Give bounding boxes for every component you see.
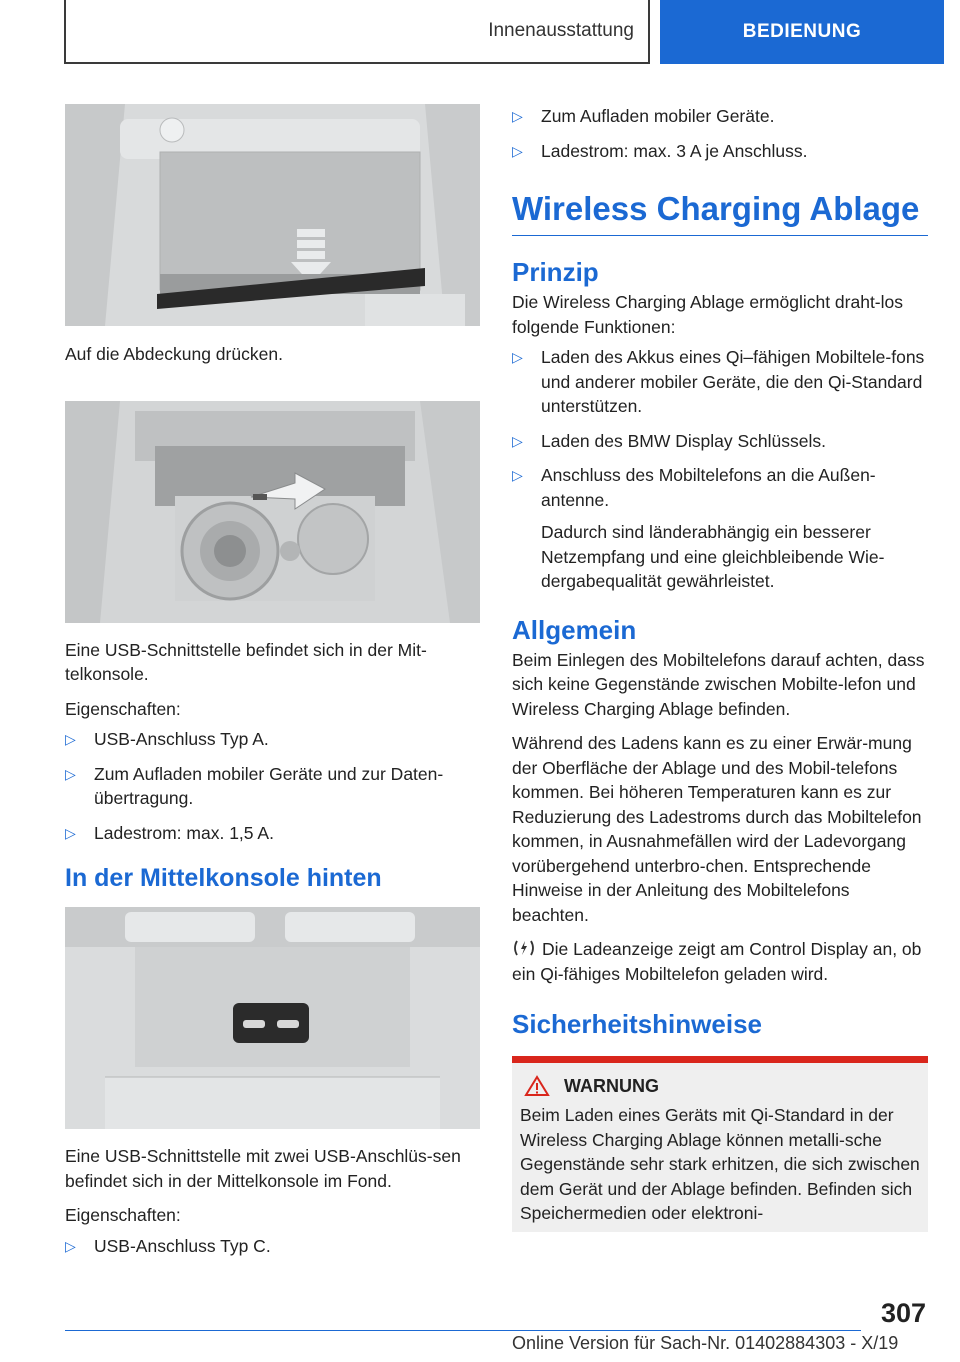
warning-title: [520, 1075, 920, 1097]
prinzip-intro: Die Wireless Charging Ablage ermöglicht draht-los folgende Funktionen:: [512, 292, 904, 337]
allgemein-p1: Beim Einlegen des Mobiltelefons darauf achten, dass sich keine Gegenstände zwischen Mobilte-lefon und Wireless Charging Ablage befinden.: [512, 649, 925, 719]
list-item: ▷ Ladestrom: max. 3 A je Anschluss.: [512, 139, 928, 164]
props-list-1: [65, 727, 480, 845]
photo-usb-rear: [65, 907, 480, 1129]
header-chapter[interactable]: BEDIENUNG: [660, 0, 944, 64]
section-title: Innenausstattung: [488, 20, 634, 41]
list-item: ▷ Zum Aufladen mobiler Geräte und zur Daten-übertragung.: [65, 762, 480, 811]
props-label-2: Eigenschaften:: [65, 1205, 181, 1225]
caption-cover-press: Auf die Abdeckung drücken.: [65, 344, 283, 364]
wireless-charging-icon: [512, 938, 536, 958]
warning-text: Beim Laden eines Geräts mit Qi-Standard in der Wireless Charging Ablage können metalli-sche Gegenstände sehr stark erhitzen, die sich zwischen dem Gerät und der Ablage befinden. Befinden sich Speichermedien oder elektroni-: [520, 1105, 920, 1223]
warning-triangle-icon: [524, 1075, 550, 1097]
photo-usb-front: [65, 401, 480, 623]
prinzip-subtext: Dadurch sind länderabhängig ein besserer Netzempfang und eine gleichbleibende Wie-dergabequalität gewährleistet.: [541, 522, 885, 591]
list-item: ▷ Zum Aufladen mobiler Geräte.: [512, 104, 928, 129]
props-label-1: Eigenschaften:: [65, 698, 181, 719]
props-list-rear: [512, 104, 928, 163]
page-number: 307: [880, 1298, 926, 1328]
section-title-wireless: Wireless Charging Ablage: [512, 189, 928, 236]
caption-usb-front: Eine USB-Schnittstelle befindet sich in der Mit-telkonsole.: [65, 639, 427, 684]
footer-text: Online Version für Sach-Nr. 01402884303 - X/19: [512, 1333, 899, 1353]
list-item: ▷ Laden des BMW Display Schlüssels.: [512, 429, 928, 454]
heading-sicherheit: Sicherheitshinweise: [512, 1009, 762, 1039]
list-item: ▷ Anschluss des Mobiltelefons an die Außen-antenne.: [512, 463, 928, 512]
list-item: ▷ USB-Anschluss Typ A.: [65, 727, 480, 752]
list-item: ▷ Laden des Akkus eines Qi–fähigen Mobiltele-fons und anderer mobiler Geräte, die den Qi-Standard unterstützen.: [512, 345, 928, 419]
footer-divider: [65, 1330, 861, 1331]
heading-prinzip: Prinzip: [512, 257, 599, 287]
left-column: [65, 104, 480, 1268]
warning-title-text: WARNUNG: [564, 1075, 659, 1096]
heading-rear-console: In der Mittelkonsole hinten: [65, 864, 382, 892]
list-item: ▷ USB-Anschluss Typ C.: [65, 1234, 480, 1259]
caption-usb-rear: Eine USB-Schnittstelle mit zwei USB-Anschlüs-sen befindet sich in der Mittelkonsole im Fond.: [65, 1146, 461, 1191]
photo-cover-press: [65, 104, 480, 326]
allgemein-p2: Während des Ladens kann es zu einer Erwär-mung der Oberfläche der Ablage und des Mobil-telefons kommen. Bei höheren Temperaturen kann es zur Reduzierung des Ladestroms durch das Mobiltelefon kommen, in Ausnahmefällen wird der Ladevorgang vorübergehend unterbro-chen. Entsprechende Hinweise in der Anleitung des Mobiltelefons beachten.: [512, 733, 922, 925]
allgemein-p3: [512, 937, 928, 986]
heading-allgemein: Allgemein: [512, 614, 637, 645]
warning-box: [512, 1056, 928, 1232]
prinzip-list: [512, 345, 928, 512]
header-section: [64, 0, 650, 64]
props-list-2: [65, 1234, 480, 1259]
allgemein-p3-text: Die Ladeanzeige zeigt am Control Display an, ob ein Qi-fähiges Mobiltelefon geladen wird.: [512, 939, 922, 984]
right-column: [512, 104, 928, 1232]
list-item: ▷ Ladestrom: max. 1,5 A.: [65, 821, 480, 846]
